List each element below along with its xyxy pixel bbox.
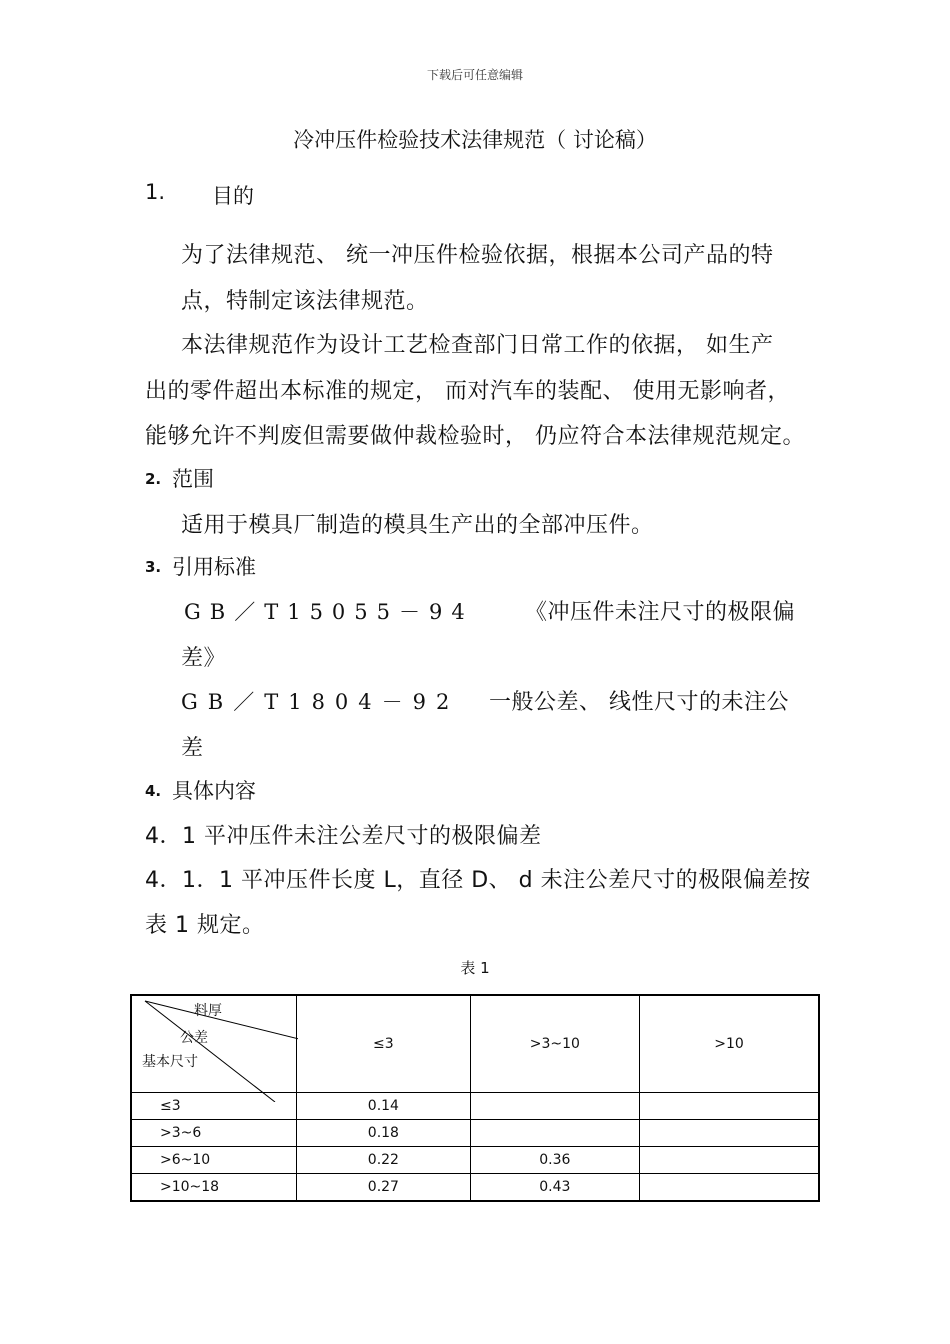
table-row [131, 1174, 819, 1202]
section-2-para: 适用于模具厂制造的模具生产出的全部冲压件。 [181, 513, 654, 538]
section-3-number: 3. [145, 558, 162, 576]
subsection-4-1-1-line2: 表 1 规定。 [145, 913, 265, 938]
reference-1-continued: 差》 [181, 646, 227, 671]
corner-label-basic-size: 基本尺寸 [142, 1054, 198, 1070]
table-row [131, 1120, 819, 1147]
section-1-number: 1. [145, 180, 166, 204]
column-header: ≤3 [297, 995, 470, 1093]
section-1-para1-line2: 点，特制定该法律规范。 [181, 289, 429, 314]
row-size: >6~10 [131, 1147, 297, 1174]
table-cell [640, 1120, 819, 1147]
table-cell [640, 1174, 819, 1202]
column-header: >3~10 [470, 995, 640, 1093]
section-1-heading: 目的 [212, 184, 254, 208]
table-cell: 0.14 [297, 1093, 470, 1120]
section-3-heading: 引用标准 [172, 555, 256, 579]
table-cell [470, 1093, 640, 1120]
table-row [131, 1147, 819, 1174]
header-note: 下载后可任意编辑 [426, 68, 523, 82]
reference-2-continued: 差 [181, 736, 204, 761]
table-caption: 表 1 [460, 959, 490, 977]
table-cell: 0.36 [470, 1147, 640, 1174]
document-title: 冷冲压件检验技术法律规范（ 讨论稿） [293, 128, 657, 152]
corner-label-tolerance: 公差 [180, 1030, 208, 1046]
section-1-para2-line2: 出的零件超出本标准的规定， 而对汽车的装配、 使用无影响者， [145, 379, 790, 404]
table-cell: 0.43 [470, 1174, 640, 1202]
reference-1-code: GB／T15055－94 [184, 600, 474, 624]
reference-2-code: GB／T1804－92 [181, 690, 460, 714]
section-1-para1-line1: 为了法律规范、 统一冲压件检验依据，根据本公司产品的特 [181, 243, 774, 268]
table-cell [470, 1120, 640, 1147]
section-1-para2-line1: 本法律规范作为设计工艺检查部门日常工作的依据， 如生产 [181, 333, 774, 358]
section-1-para2-line3: 能够允许不判废但需要做仲裁检验时， 仍应符合本法律规范规定。 [145, 424, 805, 449]
table-cell [640, 1093, 819, 1120]
corner-label-thickness: 料厚 [194, 1003, 222, 1019]
section-4-number: 4. [145, 782, 162, 800]
row-size: ≤3 [131, 1093, 297, 1120]
reference-1-title: 《冲压件未注尺寸的极限偏 [525, 600, 796, 625]
table-cell [640, 1147, 819, 1174]
tolerance-table [130, 994, 820, 1202]
table-cell: 0.22 [297, 1147, 470, 1174]
table-corner-cell [131, 995, 297, 1093]
column-header: >10 [640, 995, 819, 1093]
table-cell: 0.27 [297, 1174, 470, 1202]
subsection-4-1-1-line1: 4．1．1 平冲压件长度 L，直径 D、 d 未注公差尺寸的极限偏差按 [145, 868, 811, 893]
row-size: >3~6 [131, 1120, 297, 1147]
section-4-heading: 具体内容 [172, 779, 256, 803]
reference-2-title: 一般公差、 线性尺寸的未注公 [489, 690, 789, 715]
subsection-4-1: 4．1 平冲压件未注公差尺寸的极限偏差 [145, 824, 542, 849]
table-cell: 0.18 [297, 1120, 470, 1147]
section-2-number: 2. [145, 470, 162, 488]
row-size: >10~18 [131, 1174, 297, 1202]
section-2-heading: 范围 [172, 467, 214, 491]
